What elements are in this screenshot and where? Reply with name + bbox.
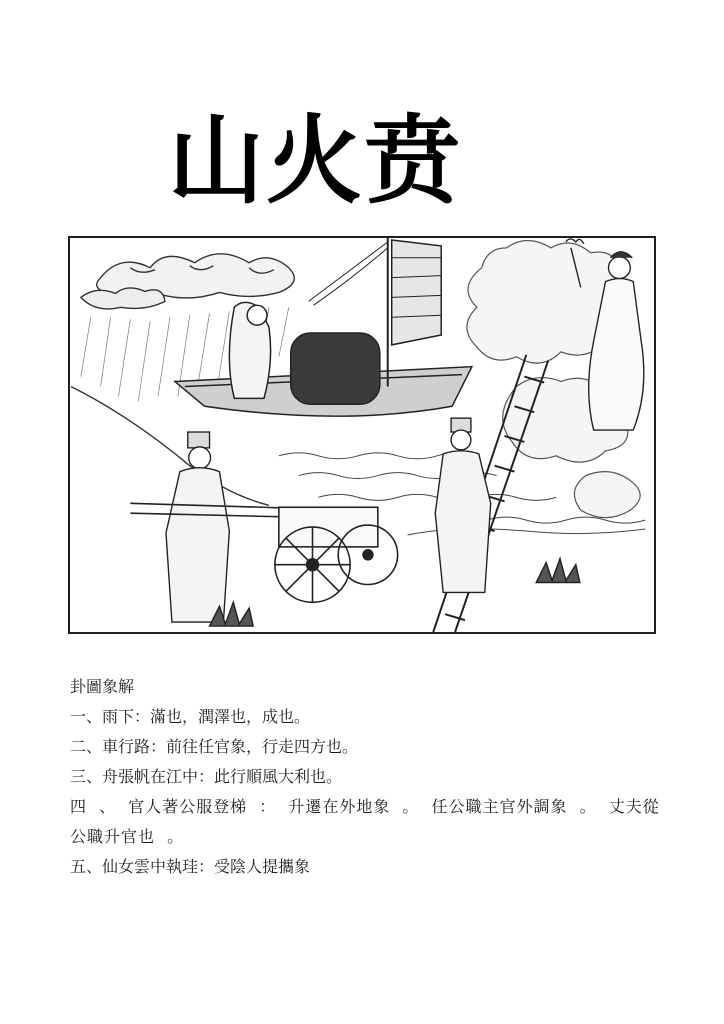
explanation-heading: 卦圖象解 (70, 677, 135, 696)
official-climbing (435, 418, 490, 592)
explanation-item-4: 四 、 官人著公服登梯 ： 升遷在外地象 。 任公職主官外調象 。 丈夫從公職升官也 。 (70, 797, 660, 846)
page-title: 山火贲 (168, 105, 462, 217)
hexagram-explanation (70, 672, 660, 882)
storm-clouds (81, 254, 294, 309)
cart-driver (166, 432, 229, 622)
explanation-item-3: 三、舟張帆在江中：此行順風大利也。 (70, 767, 343, 786)
illustration-drawing (70, 238, 654, 632)
explanation-item-1: 一、雨下：滿也，潤澤也，成也。 (70, 707, 311, 726)
hexagram-illustration (68, 236, 656, 634)
explanation-item-5: 五、仙女雲中執珪：受陰人提攜象 (70, 857, 311, 876)
explanation-item-2: 二、車行路：前往任官象，行走四方也。 (70, 737, 359, 756)
